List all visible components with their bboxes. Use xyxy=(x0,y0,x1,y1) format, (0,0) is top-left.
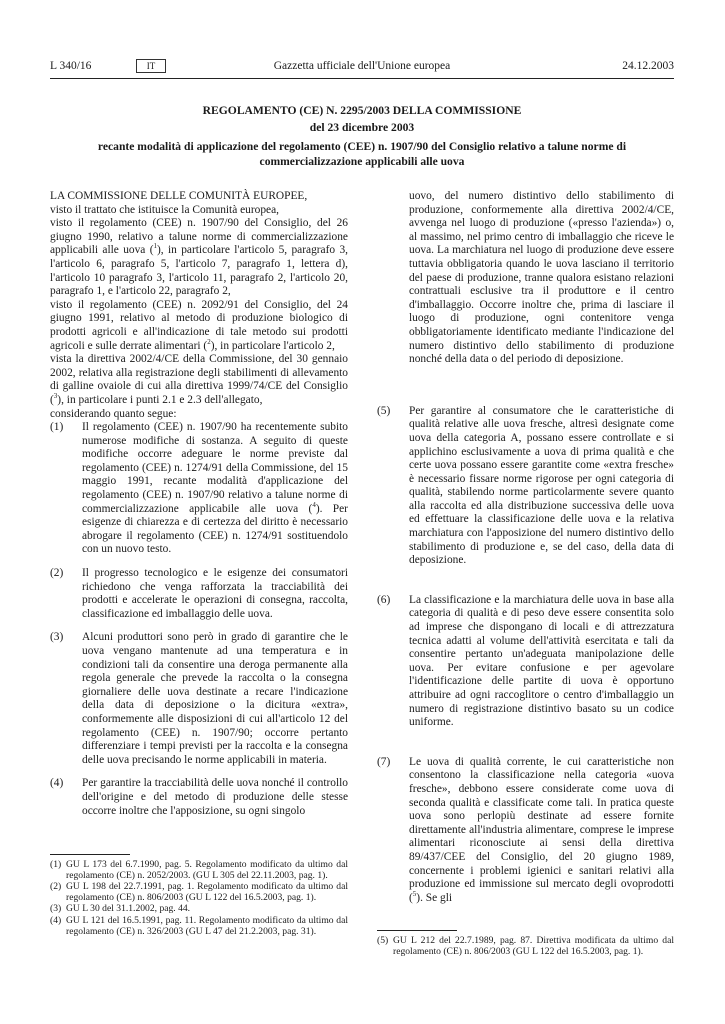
page-header xyxy=(50,60,674,76)
title-line-subject: recante modalità di applicazione del regolamento (CEE) n. 1907/90 del Consiglio relativo a talune norme di commercializzazione applicabili alle uova xyxy=(97,140,627,168)
regulation-title xyxy=(50,104,674,169)
preamble-commission: LA COMMISSIONE DELLE COMUNITÀ EUROPEE, xyxy=(50,190,308,202)
citation-directive: vista la direttiva 2002/4/CE della Commissione, del 30 gennaio 2002, relativa alla registrazione degli stabilimenti di allevamento di galline ovaiole di cui alla direttiva 1999/74/CE del Consiglio ($^3$), in particolare i punti 2.1 e 2.3 dell'allegato, xyxy=(50,353,348,406)
recital-item: (2) Il progresso tecnologico e le esigenze dei consumatori richiedono che venga rafforzata la tracciabilità dei prodotti e accelerate le operazioni di consegna, raccolta, classificazione ed imballaggio delle uova. xyxy=(50,567,348,620)
recital-item: (1) Il regolamento (CEE) n. 1907/90 ha recentemente subito numerose modifiche di sostanza. A seguito di queste modifiche occorre adeguare le norme previste dal regolamento (CEE) n. 1274/91 della Commissione, del 15 maggio 1991, recante modalità d'applicazione del regolamento (CEE) n. 1907/90 relativo a talune norme di commercializzazione applicabile alle uova ($^4$). Per esigenze di chiarezza e di certezza del diritto è necessario abrogare il regolamento (CEE) n. 1274/91 sostituendolo con un nuovo testo. xyxy=(50,421,348,556)
recital-item: (5) Per garantire al consumatore che le caratteristiche di qualità relative alle uova fresche, altresì designate come uova della categoria A, possano essere controllate e si applichino esclusivamente a uova di prima qualità e che certe uova possano essere garantite come «extra fresche» è necessario fissare norme rigorose per ogni categoria di qualità, stabilendo norme particolarmente severe quanto alla raccolta ed alla distribuzione successiva delle uova ed effettuare la classificazione delle uova e la relativa marchiatura con l'apposizione del numero distintivo dello stabilimento di produzione e, se del caso, della data di deposizione. xyxy=(377,404,674,567)
citation-reg-2092: visto il regolamento (CEE) n. 2092/91 del Consiglio, del 24 giugno 1991, relativo al metodo di produzione biologico di prodotti agricoli e all'indicazione di tale metodo sui prodotti agricoli e sulle derrate alimentari ($^2$), in particolare l'articolo 2, xyxy=(50,298,348,352)
left-column xyxy=(50,190,348,828)
footnote: (5) GU L 212 del 22.7.1989, pag. 87. Direttiva modificata da ultimo dal regolamento (CE) n. 806/2003 (GU L 122 del 16.5.2003, pag. 1). xyxy=(377,935,674,957)
footnotes-left xyxy=(50,860,348,938)
footnote: (3) GU L 30 del 31.1.2002, pag. 44. xyxy=(50,903,191,915)
footnote: (1) GU L 173 del 6.7.1990, pag. 5. Regolamento modificato da ultimo dal regolamento (CE) n. 2052/2003. (GU L 305 del 22.11.2003, pag. 1). xyxy=(50,859,348,881)
footnotes-right xyxy=(377,936,674,958)
footnote: (2) GU L 198 del 22.7.1991, pag. 1. Regolamento modificato da ultimo dal regolamento (CE) n. 806/2003 (GU L 122 del 16.5.2003, pag. 1). xyxy=(50,881,348,903)
title-line-date: del 23 dicembre 2003 xyxy=(309,121,415,135)
header-divider xyxy=(50,78,674,79)
footnote: (4) GU L 121 del 16.5.1991, pag. 11. Regolamento modificato da ultimo dal regolamento (CE) n. 326/2003 (GU L 47 del 21.2.2003, pag. 31). xyxy=(50,914,348,937)
recital-item: (3) Alcuni produttori sono però in grado di garantire che le uova vengano mantenute ad una temperatura e in condizioni tali da consentire una deroga permanente alla regola generale che prevede la raccolta o la consegna giornaliere delle uova destinate a recare l'indicazione della data di deposizione o la dicitura «extra», conformemente alle disposizioni di cui all'articolo 12 del regolamento (CEE) n. 1907/90; occorre pertanto differenziare i tempi previsti per la raccolta e la consegna delle uova precisando le norme applicabili in materia. xyxy=(50,631,348,766)
footnote-divider xyxy=(50,854,130,855)
citation-reg-1907: visto il regolamento (CEE) n. 1907/90 del Consiglio, del 26 giugno 1990, relativo a talune norme di commercializzazione applicabili alle uova ($^1$), in particolare l'articolo 5, paragrafo 3, l'articolo 6, paragrafo 5, l'articolo 7, paragrafo 1, lettera d), l'articolo 10 paragrafo 3, l'articolo 11, paragrafo 2, l'articolo 20, paragrafo 1, e l'articolo 22, paragrafo 2, xyxy=(50,217,348,298)
preamble-considerando: considerando quanto segue: xyxy=(50,407,177,420)
right-column xyxy=(377,190,674,915)
publication-date: 24.12.2003 xyxy=(622,60,674,72)
recital-continuation: uovo, del numero distintivo dello stabilimento di produzione, conformemente alla direttiva 2002/4/CE, avvenga nel luogo di produzione («presso l'azienda») o, al massimo, nel primo centro di imballaggio che riceve le uova. La marchiatura nel luogo di produzione deve essere tuttavia obbligatoria quando le uova lasciano il territorio del paese di produzione, tranne qualora esistano relazioni contrattuali esclusive tra il produttore e il centro d'imballaggio. Occorre inoltre che, prima di lasciare il luogo di produzione, ogni contenitore venga obbligatoriamente identificato mediante l'indicazione del numero distintivo dello stabilimento di produzione nonché della data o del periodo di deposizione. xyxy=(409,190,674,366)
page-reference: L 340/16 xyxy=(50,60,92,72)
recital-item: (4) Per garantire la tracciabilità delle uova nonché il controllo dell'origine e del metodo di produzione delle stesse occorre inoltre che l'apposizione, su ogni singolo xyxy=(50,777,348,817)
journal-name: Gazzetta ufficiale dell'Unione europea xyxy=(273,60,451,72)
recital-item: (7) Le uova di qualità corrente, le cui caratteristiche non consentono la classificazione nella categoria «uova fresche», debbono essere considerate come uova di seconda qualità e classificate come tali. In pratica queste uova sono perlopiù destinate ad essere fornite direttamente all'industria alimentare, comprese le imprese alimentari riconosciute ai sensi della direttiva 89/437/CEE del Consiglio, del 20 giugno 1989, concernente i problemi igienici e sanitari relativi alla produzione ed immissione sul mercato degli ovoprodotti ($^5$). Se gli xyxy=(377,755,674,904)
footnote-divider xyxy=(377,930,457,931)
language-code-box: IT xyxy=(136,59,166,73)
title-line-regulation: REGOLAMENTO (CE) N. 2295/2003 DELLA COMMISSIONE xyxy=(202,104,522,117)
recital-item: (6) La classificazione e la marchiatura delle uova in base alla categoria di qualità e di peso deve essere consentita solo ad imprese che dispongano di locali e di attrezzatura tecnica adatti al volume dell'attività esercitata e tali da consentire pertanto un'adeguata manipolazione delle uova. Per evitare confusione e per agevolare l'identificazione delle partite di uova è opportuno attribuire ad ogni raccoglitore o centro d'imballaggio un numero di registrazione distintivo basato su un codice uniforme. xyxy=(377,593,674,729)
preamble-treaty: visto il trattato che istituisce la Comunità europea, xyxy=(50,203,280,216)
